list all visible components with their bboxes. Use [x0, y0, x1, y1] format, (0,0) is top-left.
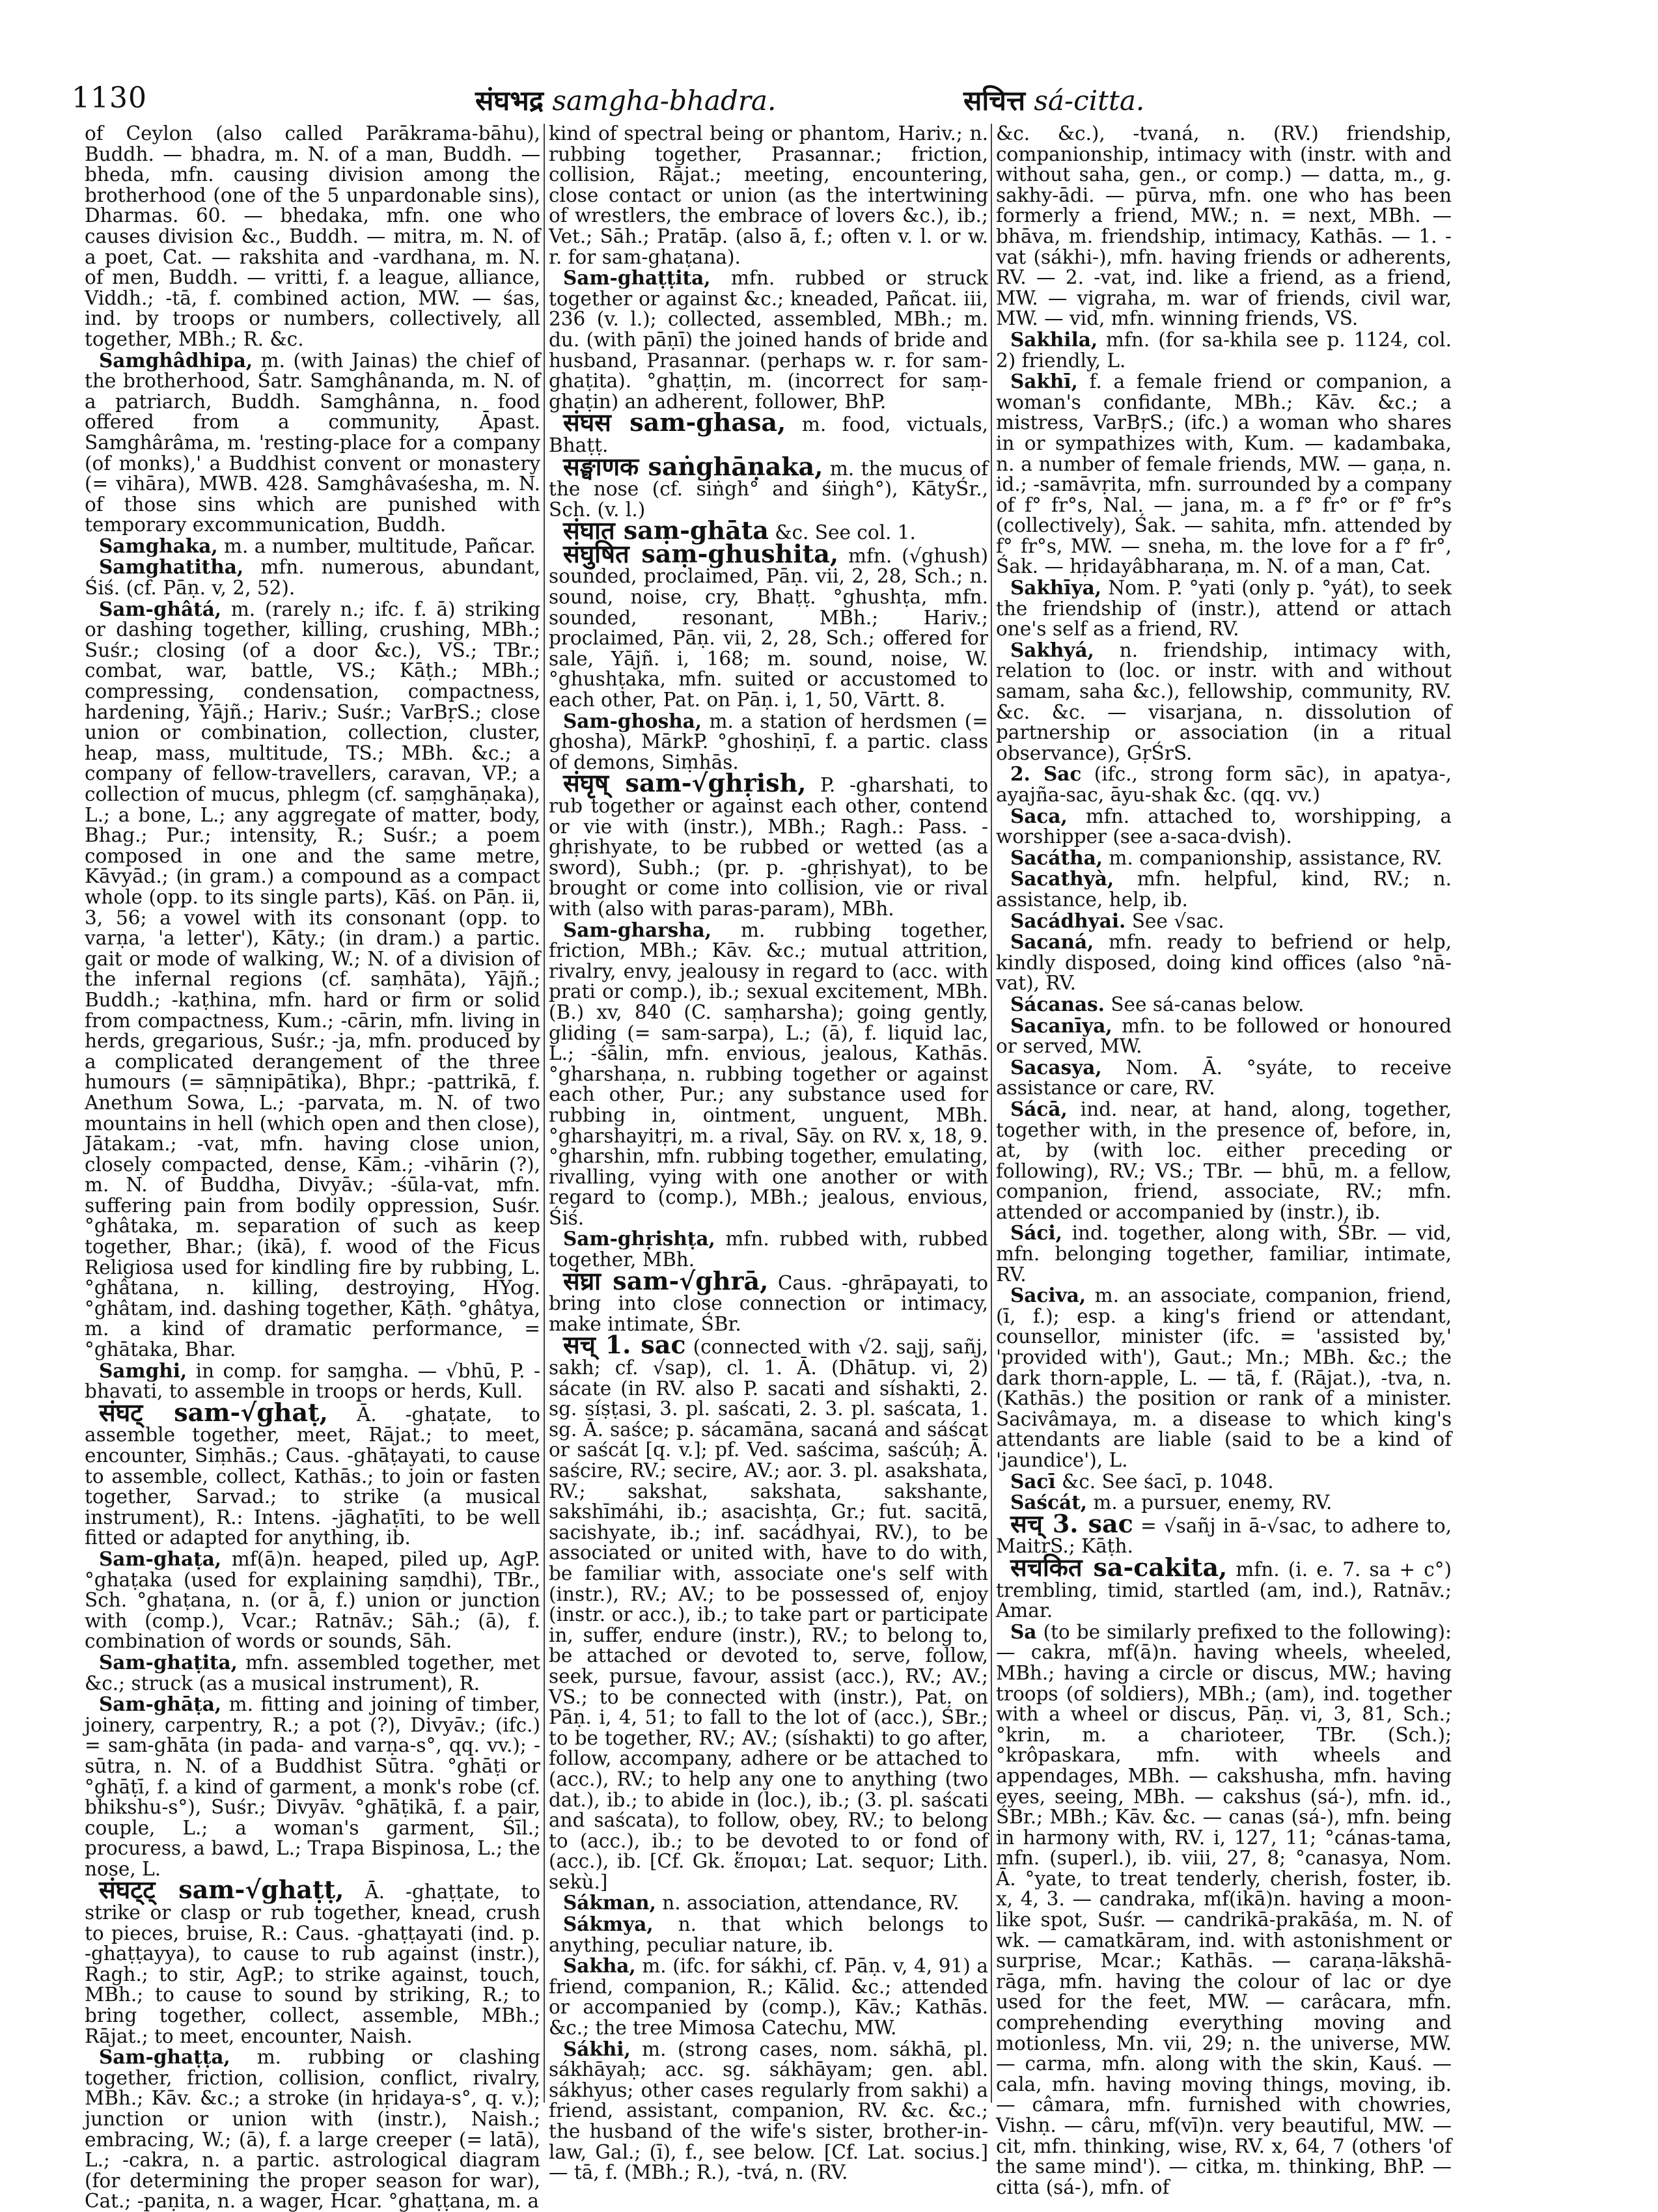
- dictionary-entry: [85, 536, 540, 557]
- entry-headword: संघ्रा sam-√ghrā,: [563, 1265, 769, 1295]
- entry-definition: m. (with Jainas) the chief of the brotherhood, Śatr. Samghânanda, m. N. of a patriarch, Buddh. Samghânna, n. food offered from a community, Āpast. Samghârâma, m. 'resting-place for a company (of monks),' a Buddhist convent or monastery (= vihāra), MWB. 428. Samghâvaśesha, m. N. of those sins which are punished with temporary excommunication, Buddh.: [85, 349, 540, 536]
- entry-definition: mfn. to be followed or honoured or served, MW.: [996, 1014, 1452, 1058]
- entry-definition: (ifc., strong form sāc), in apatya-, ayajña-sac, āyu-shak &c. (qq. vv.): [996, 763, 1452, 806]
- entry-definition: Ā. -ghaṭṭate, to strike or clasp or rub together, knead, crush to pieces, bruise, R.: Caus. -ghaṭṭayati (ind. p. -ghaṭṭayya), to cause to rub against (instr.), Ragh.; to stir, AgP.; to strike against, touch, MBh.; to cause to sound by striking, R.; to bring together, collect, assemble, MBh.; Rājat.; to meet, encounter, Naish.: [85, 1881, 540, 2047]
- entry-definition: m. (strong cases, nom. sákhā, pl. sákhāyaḥ; acc. sg. sákhāyam; gen. abl. sákhyus; other cases regularly from sakhi) a friend, assistant, companion, RV. &c. &c.; the husband of the wife's sister, brother-in-law, Gal.; (ī), f., see below. [Cf. Lat. socius.] — tā, f. (MBh.; R.), -tvá, n. (RV.: [549, 2038, 988, 2184]
- entry-headword: संघस sam-ghasa,: [563, 408, 786, 437]
- entry-headword: Sam-gharsha,: [563, 918, 712, 941]
- running-head-right-devanagari: सचित्त: [963, 85, 1025, 117]
- entry-headword: Samghatitha,: [99, 555, 244, 579]
- dictionary-entry: [549, 768, 988, 920]
- dictionary-entry: [549, 1956, 988, 2038]
- entry-definition: m. (rarely n.; ifc. f. ā) striking or dashing together, killing, crushing, MBh.; Suśr.; closing (of a door &c.), VS.; TBr.; combat, war, battle, VS.; Kāṭh.; MBh.; compressing, condensation, compactness, hardening, Yājñ.; Hariv.; Suśr.; VarBṛS.; close union or combination, collection, cluster, heap, mass, multitude, TS.; MBh. &c.; a company of fellow-travellers, caravan, VP.; a collection of mucus, phlegm (cf. saṃghāṇaka), L.; a bone, L.; any aggregate of matter, body, Bhag.; Pur.; intensity, R.; Suśr.; a poem composed in one and the same metre, Kāvyād.; (in gram.) a compound as a compact whole (opp. to its single parts), Kāś. on Pāṇ. ii, 3, 56; a vowel with its consonant (opp. to varṇa, 'a letter'), Kāty.; (in dram.) a partic. gait or mode of walking, W.; N. of a division of the infernal regions (cf. saṃhāta), Yājñ.; Buddh.; -kaṭhina, mfn. hard or firm or solid from compactness, Kum.; -cārin, mfn. living in herds, gregarious, Suśr.; -ja, mfn. produced by a complicated derangement of the three humours (= sāṃnipātika), Bhpr.; -pattrikā, f. Anethum Sowa, L.; -parvata, m. N. of two mountains in hell (which open and then close), Jātakam.; -vat, mfn. having close union, closely compacted, dense, Kām.; -vihārin (?), m. N. of Buddha, Divyāv.; -śūla-vat, mfn. suffering pain from bodily oppression, Suśr. °ghâtaka, m. separation of such as keep together, Bhar.; (ikā), f. wood of the Ficus Religiosa used for kindling fire by rubbing, L. °ghâtana, n. killing, destroying, HYog. °ghâtam, ind. dashing together, Kāṭh. °ghâtya, m. a kind of dramatic performance, = °ghātaka, Bhar.: [85, 598, 540, 1361]
- entry-headword: Sam-ghaṭita,: [99, 1650, 238, 1674]
- dictionary-entry: [996, 1471, 1452, 1493]
- dictionary-entry: [549, 711, 988, 773]
- running-head-right: [963, 81, 1144, 118]
- entry-definition: in comp. for saṃgha. — √bhū, P. -bhavati, to assemble in troops or herds, Kull.: [85, 1359, 540, 1403]
- entry-definition: See sá-canas below.: [1111, 993, 1305, 1016]
- dictionary-entry: [996, 1285, 1452, 1471]
- entry-definition: m. the mucus of the nose (cf. siṅgh° and śiṅgh°), KātyŚr., Sch. (v. l.): [549, 457, 988, 521]
- dictionary-entry: [996, 577, 1452, 640]
- dictionary-entry: [85, 1361, 540, 1402]
- dictionary-entry: [549, 268, 988, 412]
- entry-definition: kind of spectral being or phantom, Hariv.; n. rubbing together, Prasannar.; friction, collision, Rājat.; meeting, encountering, close contact or union (as the intertwining of wrestlers, the embrace of lovers &c.), ib.; Vet.; Sāh.; Pratāp. (also ā, f.; often v. l. or w. r. for sam-ghaṭana).: [549, 122, 988, 268]
- entry-headword: संघुषित saṃ-ghushita,: [563, 538, 839, 568]
- dictionary-entry: [549, 1330, 988, 1893]
- entry-definition: m. companionship, assistance, RV.: [1109, 846, 1443, 869]
- entry-headword: 2. Sac: [1010, 762, 1082, 786]
- entry-headword: Sáci,: [1010, 1221, 1062, 1245]
- dictionary-entry: [549, 124, 988, 268]
- entry-headword: Sacádhyai.: [1010, 909, 1126, 932]
- dictionary-entry: [996, 640, 1452, 764]
- entry-definition: m. an associate, companion, friend, (ī, f.); esp. a king's friend or attendant, counsellor, minister (ifc. = 'assisted by,' 'provided with'), Gaut.; Mn.; MBh. &c.; the dark thorn-apple, L. — tā, f. (Rājat.), -tva, n. (Kathās.) the position or rank of a minister. Sacivâmaya, m. a disease to which king's attendants are liable (said to be a kind of 'jaundice'), L.: [996, 1284, 1452, 1471]
- entry-definition: m. rubbing together, friction, MBh.; Kāv. &c.; mutual attrition, rivalry, envy, jealousy in regard to (acc. with prati or comp.), ib.; sexual excitement, MBh. (B.) xv, 840 (C. saṃharsha); going gently, gliding (= sam-sarpa), L.; (ā), f. liquid lac, L.; -śālin, mfn. envious, jealous, Kathās. °gharshaṇa, n. rubbing together or against each other, Pur.; any substance used for rubbing in, ointment, unguent, MBh. °gharshayitṛi, m. a rival, Sāy. on RV. x, 18, 9. °gharshin, mfn. rubbing together, emulating, rivalling, vying with one another or with regard to (comp.), MBh.; jealous, envious, Śiś.: [549, 919, 988, 1229]
- dictionary-entry: [996, 1508, 1452, 1558]
- entry-definition: mfn. attached to, worshipping, a worshipper (see a-saca-dvish).: [996, 805, 1452, 848]
- entry-headword: Saścát,: [1010, 1491, 1087, 1514]
- dictionary-entry: [996, 764, 1452, 805]
- entry-headword: सङ्घाणक saṅghāṇaka,: [563, 451, 823, 481]
- entry-definition: mfn. numerous, abundant, Śiś. (cf. Pāṇ. v, 2, 52).: [85, 556, 540, 600]
- entry-definition: ind. near, at hand, along, together, together with, in the presence of, before, in, at, by (with loc. either preceding or following), RV.; VS.; TBr. — bhū, m. a fellow, companion, friend, associate, RV.; mfn. attended or accompanied by (instr.), ib.: [996, 1098, 1452, 1223]
- entry-definition: m. food, victuals, Bhaṭṭ.: [549, 413, 988, 456]
- entry-headword: Sácā,: [1010, 1097, 1068, 1120]
- entry-headword: Sam-ghosha,: [563, 709, 702, 732]
- entry-definition: n. association, attendance, RV.: [662, 1892, 960, 1915]
- dictionary-entry: [996, 1223, 1452, 1285]
- entry-definition: ind. together, along with, ŚBr. — vid, mfn. belonging together, familiar, intimate, RV.: [996, 1222, 1452, 1286]
- entry-headword: Sakhyá,: [1010, 638, 1094, 661]
- entry-headword: Sam-ghaṭa,: [99, 1547, 222, 1570]
- entry-headword: Sam-ghṛishṭa,: [563, 1227, 715, 1251]
- dictionary-entry: [85, 599, 540, 1361]
- entry-definition: &c. &c.), -tvaná, n. (RV.) friendship, companionship, intimacy with (instr. with and without saha, gen., or comp.) — datta, m., g. sakhy-ādi. — pūrva, mfn. one who has been formerly a friend, MW.; n. = next, MBh. — bhāva, m. friendship, intimacy, Kathās. — 1. -vat (sákhi-), mfn. having friends or adherents, RV. — 2. -vat, ind. like a friend, as a friend, MW. — vigraha, m. war of friends, civil war, MW. — vid, mfn. winning friends, VS.: [996, 122, 1452, 330]
- entry-definition: m. (ifc. for sákhi, cf. Pāṇ. v, 4, 91) a friend, companion, R.; Kālid. &c.; attended or accompanied by (comp.), Kāv.; Kathās. &c.; the tree Mimosa Catechu, MW.: [549, 1955, 988, 2039]
- dictionary-entry: [996, 806, 1452, 848]
- entry-headword: Sacanīya,: [1010, 1014, 1112, 1037]
- entry-definition: m. fitting and joining of timber, joinery, carpentry, R.; a pot (?), Divyāv.; (ifc.) = sam-ghāta (in pada- and varṇa-s°, qq. vv.); -sūtra, n. N. of a Buddhist Sūtra. °ghāṭi or °ghāṭī, f. a kind of garment, a monk's robe (cf. bhikshu-s°), Suśr.; Divyāv. °ghāṭikā, f. a pair, couple, L.; a woman's garment, Śīl.; procuress, a bawd, L.; Trapa Bispinosa, L.; the nose, L.: [85, 1693, 540, 1880]
- running-head-left-latin: samgha-bhadra.: [552, 85, 777, 117]
- entry-definition: See √sac.: [1131, 909, 1224, 932]
- entry-definition: Nom. P. °yati (only p. °yát), to seek the friendship of (instr.), attend or attach one's self as a friend, RV.: [996, 577, 1452, 641]
- column-right: [996, 122, 1452, 2198]
- entry-definition: (to be similarly prefixed to the following): — cakra, mf(ā)n. having wheels, wheeled, MBh.; having a circle or discus, MW.; having troops (of soldiers), MBh.; (am), ind. together with a wheel or discus, Pāṇ. vi, 3, 81, Sch.; °krin, m. a charioteer, TBr. (Sch.); °krôpaskara, mfn. with wheels and appendages, MBh. — cakshusha, mfn. having eyes, seeing, MBh. — cakshus (sá-), mfn. id., ŚBr.; MBh.; Kāv. &c. — canas (sá-), mfn. being in harmony with, RV. i, 127, 11; °cánas-tama, mfn. (superl.), ib. viii, 27, 8; °canasya, Nom. Ā. °yate, to treat tenderly, cherish, foster, ib. x, 4, 3. — candraka, mf(ikā)n. having a moon-like spot, Suśr. — candrikā-prakāśa, m. N. of wk. — camatkāram, ind. with astonishment or surprise, Mcar.; Kathās. — caraṇa-lākshā-rāga, mfn. having the colour of lac or dye used for the feet, MW. — carâcara, mfn. comprehending everything moving and motionless, Mn. vii, 29; n. the universe, MW. — carma, mfn. along with the skin, Kauś. — cala, mfn. having moving things, moving, ib. — câmara, mfn. furnished with chowries, Vishṇ. — câru, mf(vī)n. very beautiful, MW. — cit, mfn. thinking, wise, RV. x, 64, 7 (others 'of the same mind'). — citka, m. thinking, BhP. — citta (sá-), mfn. of: [996, 1620, 1452, 2198]
- column-left: [85, 122, 540, 2212]
- entry-headword: Sákmya,: [563, 1913, 654, 1936]
- entry-headword: Sakhī,: [1010, 370, 1078, 393]
- dictionary-entry: [996, 1622, 1452, 2198]
- entry-headword: संघृष् sam-√ghṛish,: [563, 768, 807, 798]
- entry-headword: Saca,: [1010, 804, 1068, 827]
- entry-headword: संघट् sam-√ghaṭ,: [99, 1397, 328, 1427]
- entry-definition: mf(ā)n. heaped, piled up, AgP. °ghaṭaka (used for explaining saṃdhi), TBr., Sch. °ghaṭana, n. (or ā, f.) union or junction with (comp.), Vcar.; Ratnāv.; Sāh.; (ā), f. combination of words or sounds, Sāh.: [85, 1547, 540, 1653]
- dictionary-entry: [996, 371, 1452, 577]
- dictionary-entry: [996, 932, 1452, 994]
- entry-definition: mfn. rubbed with, rubbed together, MBh.: [549, 1228, 988, 1271]
- entry-headword: Sam-ghaṭṭita,: [563, 266, 711, 290]
- entry-headword: Sa: [1010, 1620, 1037, 1643]
- entry-definition: &c. See col. 1.: [775, 521, 916, 544]
- entry-headword: सचकित sa-cakita,: [1010, 1552, 1228, 1582]
- entry-headword: Sákhi,: [563, 2037, 631, 2060]
- entry-headword: Sakha,: [563, 1954, 636, 1978]
- dictionary-entry: [996, 848, 1452, 869]
- entry-headword: Samghi,: [99, 1359, 187, 1382]
- entry-definition: mfn. (for sa-khila see p. 1124, col. 2) friendly, L.: [996, 328, 1452, 372]
- entry-definition: n. that which belongs to anything, peculiar nature, ib.: [549, 1913, 988, 1956]
- entry-headword: सच् 1. sac: [563, 1330, 686, 1360]
- entry-headword: Sacī: [1010, 1469, 1056, 1493]
- dictionary-columns: [0, 122, 1658, 2212]
- entry-headword: सच् 3. sac: [1010, 1508, 1133, 1538]
- entry-definition: P. -gharshati, to rub together or against each other, contend or vie with (instr.), MBh.; Ragh.: Pass. -ghṛishyate, to be rubbed or wetted (as a sword), Subh.; (pr. p. -ghṛishyat), to be brought or come into collision, vie or rival with (also with paras-param), MBh.: [549, 774, 988, 920]
- entry-definition: = √sañj in ā-√sac, to adhere to, MaitrS.; Kāṭh.: [996, 1514, 1452, 1558]
- entry-headword: Sam-ghaṭṭa,: [99, 2045, 230, 2069]
- dictionary-entry: [549, 408, 988, 456]
- entry-definition: m. rubbing or clashing together, friction, collision, conflict, rivalry, MBh.; Kāv. &c.; a stroke (in hṛidaya-s°, q. v.); junction or union with (instr.), Naish.; embracing, W.; (ā), f. a large creeper (= latā), L.; -cakra, n. a partic. astrological diagram (for determining the proper season for war), Cat.; -paṇita, n. a wager, Hcar. °ghaṭṭana, m. a: [85, 2046, 540, 2212]
- dictionary-entry: [85, 2047, 540, 2212]
- dictionary-entry: [996, 1016, 1452, 1057]
- dictionary-entry: [85, 1549, 540, 1652]
- dictionary-entry: [549, 1914, 988, 1956]
- running-head-left-devanagari: संघभद्र: [475, 85, 544, 117]
- dictionary-entry: [85, 557, 540, 598]
- dictionary-entry: [996, 329, 1452, 371]
- entry-definition: mfn. rubbed or struck together or against &c.; kneaded, Pañcat. iii, 236 (v. l.); collected, assembled, MBh.; m. du. (with pāṇī) the joined hands of bride and husband, Prasannar. (perhaps w. r. for sam-ghaṭita). °ghaṭṭin, m. (incorrect for saṃ-ghaṭin) an adherent, follower, BhP.: [549, 267, 988, 413]
- dictionary-entry: [85, 124, 540, 350]
- entry-definition: Caus. -ghrāpayati, to bring into close connection or intimacy, make intimate, ŚBr.: [549, 1271, 988, 1335]
- entry-definition: mfn. (i. e. 7. sa + c°) trembling, timid, startled (am, ind.), Ratnāv.; Amar.: [996, 1558, 1452, 1622]
- dictionary-entry: [996, 1552, 1452, 1622]
- dictionary-entry: [996, 911, 1452, 932]
- entry-definition: m. a pursuer, enemy, RV.: [1093, 1491, 1333, 1514]
- entry-headword: Sakhīya,: [1010, 576, 1102, 600]
- dictionary-entry: [549, 538, 988, 712]
- dictionary-entry: [549, 451, 988, 521]
- entry-definition: Ā. -ghaṭate, to assemble together, meet, Rājat.; to meet, encounter, Siṃhās.; Caus. -ghāṭayati, to cause to assemble, collect, Kathās.; to join or fasten together, Sarvad.; to strike (a musical instrument), R.: Intens. -jāghaṭīti, to be well fitted or adapted for anything, ib.: [85, 1403, 540, 1549]
- dictionary-entry: [85, 1397, 540, 1549]
- dictionary-entry: [996, 124, 1452, 329]
- running-head-left: [475, 81, 776, 118]
- dictionary-entry: [996, 1099, 1452, 1223]
- dictionary-entry: [996, 1057, 1452, 1099]
- entry-headword: संघट्ट् sam-√ghaṭṭ,: [99, 1875, 344, 1905]
- dictionary-entry: [996, 868, 1452, 910]
- entry-definition: (connected with √2. sajj, sañj, sakh; cf. √sap), cl. 1. Ā. (Dhātup. vi, 2) sácate (in RV. also P. sacati and síshakti, 2. sg. síṣṭasi, 3. pl. saścati, 2. 3. pl. saścata, 1. sg. Ā. saśce; p. sácamāna, sacaná and sáścat or saścát [q. v.]; pf. Ved. saścima, saścúḥ; Ā. saścire, RV.; secire, AV.; aor. 3. pl. asakshata, RV.; sakshat, sakshata, sakshante, sakshīmáhi, ib.; asacishṭa, Gr.; fut. sacitā, sacishyate, ib.; inf. sacádhyai, RV.), to be associated or united with, have to do with, be familiar with, associate one's self with (instr.), RV.; AV.; to be possessed of, enjoy (instr. or acc.), ib.; to take part or participate in, suffer, endure (instr.), RV.; to belong to, be attached or devoted to, serve, follow, seek, pursue, favour, assist (acc.), RV.; AV.; VS.; to be connected with (instr.), Pat. on Pāṇ. i, 4, 51; to fall to the lot of (acc.), ŚBr.; to be together, RV.; AV.; (síshakti) to go after, follow, accompany, adhere or be attached to (acc.), RV.; to help any one to anything (two dat.), ib.; to abide in (loc.), ib.; (3. pl. saścati and saścata), to follow, obey, RV.; to belong to (acc.), ib.; to be devoted to or fond of (acc.), ib. [Cf. Gk. ἕπομαι; Lat. sequor; Lith. sekù.]: [549, 1336, 988, 1893]
- entry-headword: Sacaná,: [1010, 930, 1094, 954]
- entry-headword: Sákman,: [563, 1891, 656, 1915]
- column-middle: [549, 122, 988, 2184]
- entry-definition: m. a station of herdsmen (= ghosha), MārkP. °ghoshiṇī, f. a partic. class of demons, Siṃhās.: [549, 710, 988, 773]
- entry-definition: of Ceylon (also called Parākrama-bāhu), Buddh. — bhadra, m. N. of a man, Buddh. — bheda, mfn. causing division among the brotherhood (one of the 5 unpardonable sins), Dharmas. 60. — bhedaka, mfn. one who causes division &c., Buddh. — mitra, m. N. of a poet, Cat. — rakshita and -vardhana, m. N. of men, Buddh. — vritti, f. a league, alliance, Viddh.; -tā, f. combined action, MW. — śas, ind. by troops or numbers, collectively, all together, MBh.; R. &c.: [85, 122, 540, 350]
- running-head-right-latin: sá-citta.: [1034, 85, 1145, 117]
- dictionary-entry: [85, 1875, 540, 2047]
- entry-definition: mfn. (√ghush) sounded, proclaimed, Pāṇ. vii, 2, 28, Sch.; n. sound, noise, cry, Bhaṭṭ. °ghushṭa, mfn. sounded, resonant, MBh.; Hariv.; proclaimed, Pāṇ. vii, 2, 28, Sch.; offered for sale, Yājñ. i, 168; m. sound, noise, W. °ghushṭaka, mfn. suited or accustomed to each other, Pat. on Pāṇ. i, 1, 50, Vārtt. 8.: [549, 544, 988, 712]
- entry-definition: m. a number, multitude, Pañcar.: [224, 534, 536, 557]
- entry-headword: Samghâdhipa,: [99, 348, 253, 372]
- entry-headword: Samghaka,: [99, 534, 218, 557]
- entry-definition: mfn. ready to befriend or help, kindly disposed, doing kind offices (also °nā-vat), RV.: [996, 931, 1452, 995]
- entry-definition: &c. See śacī, p. 1048.: [1061, 1470, 1274, 1493]
- entry-headword: Sam-ghâtá,: [99, 597, 222, 620]
- entry-headword: Sam-ghāṭa,: [99, 1693, 222, 1716]
- entry-definition: mfn. assembled together, met &c.; struck (as a musical instrument), R.: [85, 1651, 540, 1694]
- entry-headword: Sacasya,: [1010, 1055, 1102, 1079]
- entry-headword: Sacathyà,: [1010, 867, 1114, 891]
- page-header: [72, 62, 1588, 120]
- dictionary-entry: [85, 1694, 540, 1879]
- entry-definition: n. friendship, intimacy with, relation to (loc. or instr. with and without samam, saha &c.), fellowship, community, RV. &c. &c. — visarjana, n. dissolution of partnership or association (in a ritual observance), GṛŚrS.: [996, 639, 1452, 764]
- entry-definition: Nom. Ā. °syáte, to receive assistance or care, RV.: [996, 1056, 1452, 1099]
- entry-headword: Sacátha,: [1010, 846, 1103, 869]
- entry-headword: Sácanas.: [1010, 992, 1105, 1016]
- entry-definition: f. a female friend or companion, a woman's confidante, MBh.; Kāv. &c.; a mistress, VarBṛS.; (ifc.) a woman who shares in or sympathizes with, Kum. — kadambaka, n. a number of female friends, MW. — gaṇa, n. id.; -samāvṛita, mfn. surrounded by a company of f° fr°s, Nal. — jana, m. a f° fr° or f° fr°s (collectively), Śak. — sahita, mfn. attended by f° fr°s, MW. — sneha, m. the love for a f° fr°, Śak. — hṛidayâbharaṇa, m. N. of a man, Cat.: [996, 370, 1452, 578]
- dictionary-entry: [85, 1652, 540, 1694]
- dictionary-entry: [549, 2039, 988, 2183]
- dictionary-entry: [549, 920, 988, 1229]
- entry-headword: Saciva,: [1010, 1284, 1086, 1307]
- dictionary-entry: [85, 350, 540, 536]
- entry-headword: Sakhila,: [1010, 327, 1098, 351]
- entry-definition: mfn. helpful, kind, RV.; n. assistance, help, ib.: [996, 868, 1452, 911]
- dictionary-entry: [549, 1228, 988, 1270]
- entry-headword: संघात saṃ-ghāta: [563, 516, 769, 546]
- dictionary-entry: [996, 994, 1452, 1016]
- page-number: 1130: [72, 81, 147, 115]
- dictionary-entry: [549, 1265, 988, 1335]
- dictionary-entry: [549, 1892, 988, 1914]
